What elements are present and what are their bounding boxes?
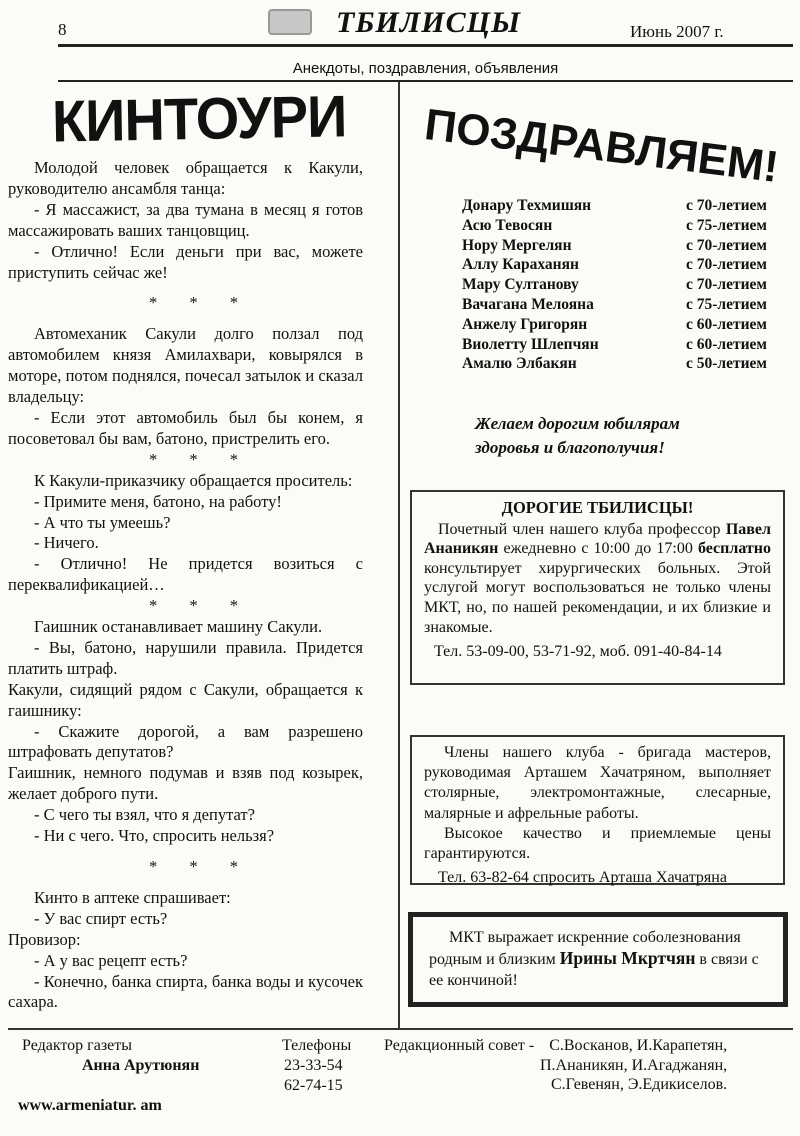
board-members: С.Восканов, И.Карапетян, П.Ананикян, И.Агаджанян, С.Гевенян, Э.Едикиселов. bbox=[540, 1037, 728, 1094]
jubilee-name: Аллу Караханян bbox=[462, 256, 579, 274]
spacer bbox=[8, 847, 363, 857]
joke-paragraph: - А что ты умеешь? bbox=[34, 512, 171, 532]
spacer bbox=[8, 314, 363, 324]
section-caption: Анекдоты, поздравления, объявления bbox=[292, 60, 559, 77]
jubilee-age: с 70-летием bbox=[686, 256, 767, 274]
jubilee-age: с 70-летием bbox=[686, 236, 767, 254]
website-link[interactable]: www.armeniatur. am bbox=[18, 1097, 162, 1114]
joke-paragraph: - Я массажист, за два тумана в месяц я готов массажировать ваших танцовщиц. bbox=[8, 199, 363, 240]
jubilee-age: с 60-летием bbox=[686, 315, 767, 333]
jubilee-name: Нору Мергелян bbox=[462, 236, 572, 254]
professor-notice-box bbox=[410, 490, 785, 685]
joke-paragraph: - Ничего. bbox=[34, 533, 99, 553]
jubilee-row bbox=[462, 216, 767, 236]
joke-paragraph: - Отлично! Не придется возиться с переквалификацией… bbox=[8, 554, 363, 595]
page-footer bbox=[0, 1032, 800, 1136]
joke-paragraph: - С чего ты взял, что я депутат? bbox=[34, 805, 255, 825]
joke-paragraph: - Вы, батоно, нарушили правила. Придется платить штраф. bbox=[8, 637, 363, 678]
deceased-name: Ирины Мкртчян bbox=[559, 948, 696, 968]
joke-paragraph: - У вас спирт есть? bbox=[34, 908, 168, 928]
page-number: 8 bbox=[58, 20, 67, 39]
notice-title: ДОРОГИЕ ТБИЛИСЦЫ! bbox=[501, 498, 694, 517]
jubilee-age: с 75-летием bbox=[686, 295, 767, 313]
jubilee-name: Виолетту Шлепчян bbox=[462, 335, 599, 353]
jubilee-age: с 70-летием bbox=[686, 197, 767, 214]
board-label: Редакционный совет - bbox=[384, 1037, 535, 1054]
phones-label: Телефоны bbox=[282, 1037, 352, 1054]
joke-paragraph: Какули, сидящий рядом с Сакули, обращается к гаишнику: bbox=[8, 679, 363, 720]
jubilee-name: Асю Тевосян bbox=[462, 216, 553, 234]
jubilee-age: с 60-летием bbox=[686, 335, 767, 353]
page-header bbox=[0, 0, 800, 80]
joke-paragraph: Кинто в аптеке спрашивает: bbox=[34, 887, 231, 907]
notice-phone: Тел. 53-09-00, 53-71-92, моб. 091-40-84-14 bbox=[434, 643, 722, 661]
condolence-box bbox=[408, 912, 788, 1007]
header-rule-bottom bbox=[58, 80, 793, 82]
jubilee-row bbox=[462, 275, 767, 295]
jokes-column bbox=[8, 158, 363, 1013]
jubilee-wish bbox=[475, 412, 755, 460]
spacer bbox=[8, 283, 363, 293]
separator-stars: * * * bbox=[149, 293, 252, 313]
joke-paragraph: К Какули-приказчику обращается проситель: bbox=[34, 470, 353, 490]
joke-paragraph: - Если этот автомобиль был бы конем, я посоветовал бы вам, батоно, пристрелить его. bbox=[8, 407, 363, 448]
editor-label: Редактор газеты bbox=[22, 1037, 132, 1054]
masters-notice-box bbox=[410, 735, 785, 885]
phone-number: 62-74-15 bbox=[284, 1077, 343, 1094]
jubilee-row bbox=[462, 335, 767, 355]
notice-body: Почетный член нашего клуба профессор Павел Ананикян ежедневно с 10:00 до 17:00 бесплатно консультирует хирургических больных. Этой услугой могут воспользоваться не только члены МКТ, но, по нашей рекомендации, и их близкие и знакомые. bbox=[424, 520, 771, 636]
jubilee-row bbox=[462, 255, 767, 275]
jubilee-row bbox=[462, 315, 767, 335]
jubilee-name: Мару Султанову bbox=[462, 276, 579, 294]
jubilee-name: Амалю Элбакян bbox=[462, 355, 577, 373]
jubilee-age: с 50-летием bbox=[686, 355, 767, 373]
jubilee-age: с 75-летием bbox=[686, 216, 767, 234]
jubilee-age: с 70-летием bbox=[686, 276, 767, 294]
joke-paragraph: - Ни с чего. Что, спросить нельзя? bbox=[34, 826, 275, 846]
joke-paragraph: - А у вас рецепт есть? bbox=[34, 950, 188, 970]
joke-paragraph: - Скажите дорогой, а вам разрешено штрафовать депутатов? bbox=[8, 721, 363, 762]
club-logo-icon bbox=[268, 9, 312, 35]
notice-phone: Тел. 63-82-64 спросить Арташа Хачатряна bbox=[438, 869, 727, 887]
jubilee-name: Вачагана Мелояна bbox=[462, 295, 594, 313]
jubilee-row bbox=[462, 236, 767, 256]
notice-body: Члены нашего клуба - бригада мастеров, руководимая Арташем Хачатряном, выполняет столярные, электромонтажные, слесарные, малярные и афрельные работы. bbox=[424, 744, 771, 822]
joke-paragraph: Провизор: bbox=[8, 929, 81, 949]
separator-stars: * * * bbox=[149, 857, 252, 876]
professor-name: Павел Ананикян bbox=[424, 520, 771, 558]
jubilee-name: Анжелу Григорян bbox=[462, 315, 588, 333]
congrats-heading: ПОЗДРАВЛЯЕМ! bbox=[422, 100, 782, 193]
condolence-text: МКТ выражает искренние соболезнования родным и близким Ирины Мкртчян в связи с ее кончиной! bbox=[429, 929, 759, 989]
joke-paragraph: Гаишник останавливает машину Сакули. bbox=[34, 617, 323, 637]
joke-paragraph: - Примите меня, батоно, на работу! bbox=[34, 491, 282, 511]
wish-line: Желаем дорогим юбилярам bbox=[475, 414, 680, 433]
joke-paragraph: Молодой человек обращается к Какули, руководителю ансамбля танца: bbox=[8, 158, 363, 198]
free-label: бесплатно bbox=[697, 540, 771, 558]
jubilee-row bbox=[462, 354, 767, 374]
kintouri-heading: КИНТОУРИ bbox=[51, 82, 347, 155]
separator-stars: * * * bbox=[149, 449, 252, 469]
jubilee-name: Донару Техмишян bbox=[462, 197, 592, 214]
footer-rule bbox=[8, 1028, 793, 1030]
issue-date: Июнь 2007 г. bbox=[630, 22, 724, 41]
spacer bbox=[8, 878, 363, 888]
phone-number: 23-33-54 bbox=[284, 1057, 343, 1074]
separator-stars: * * * bbox=[149, 596, 252, 616]
header-rule bbox=[58, 44, 793, 47]
wish-line: здоровья и благополучия! bbox=[475, 438, 665, 457]
jubilee-list bbox=[462, 196, 767, 374]
joke-paragraph: Автомеханик Сакули долго ползал под автомобилем князя Амилахвари, ковырялся в моторе, потом поднялся, почесал затылок и сказал владельцу: bbox=[8, 324, 363, 407]
joke-paragraph: Гаишник, немного подумав и взяв под козырек, желает доброго пути. bbox=[8, 763, 363, 804]
joke-paragraph: - Конечно, банка спирта, банка воды и кусочек сахара. bbox=[8, 971, 363, 1012]
newspaper-masthead: ТБИЛИСЦЫ bbox=[336, 6, 522, 39]
joke-paragraph: - Отлично! Если деньги при вас, можете приступить сейчас же! bbox=[8, 241, 363, 282]
notice-body: Высокое качество и приемлемые цены гарантируются. bbox=[424, 824, 771, 863]
column-divider bbox=[398, 82, 400, 1028]
jubilee-row bbox=[462, 295, 767, 315]
editor-name: Анна Арутюнян bbox=[82, 1057, 200, 1074]
jubilee-row bbox=[462, 196, 767, 216]
